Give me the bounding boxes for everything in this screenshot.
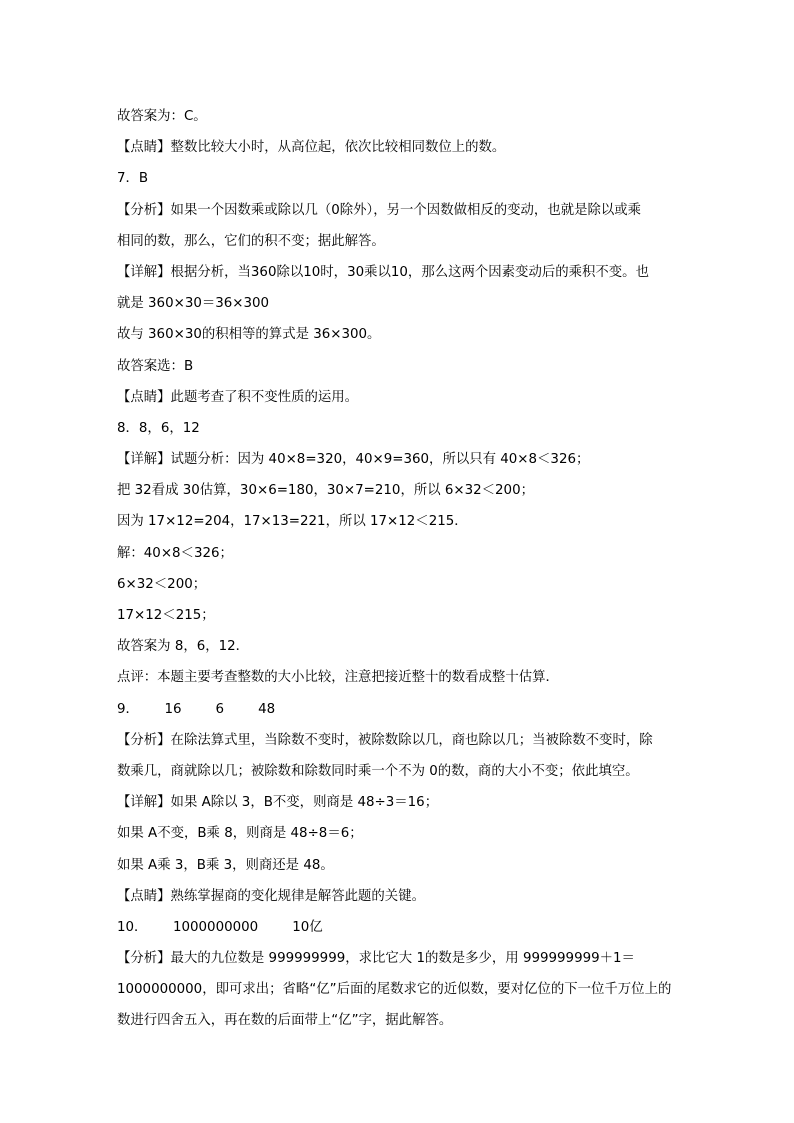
- analysis-line: 相同的数，那么，它们的积不变；据此解答。: [117, 233, 385, 249]
- detail-line: 如果 A乘 3，B乘 3，则商还是 48。: [117, 857, 334, 873]
- remark-line: 【点睛】此题考查了积不变性质的运用。: [117, 389, 359, 405]
- detail-line: 【详解】如果 A除以 3，B不变，则商是 48÷3＝16；: [117, 795, 439, 811]
- comment-line: 点评：本题主要考查整数的大小比较，注意把接近整十的数看成整十估算．: [117, 670, 559, 686]
- solution-line: 解：40×8＜326；: [117, 545, 233, 561]
- answer-line: 故答案为：C。: [117, 109, 207, 124]
- detail-line: 如果 A不变，B乘 8，则商是 48÷8＝6；: [117, 826, 363, 842]
- solution-line: 6×32＜200；: [117, 576, 207, 592]
- detail-line: 故与 360×30的积相等的算式是 36×300。: [117, 327, 381, 343]
- remark-line: 【点睛】熟练掌握商的变化规律是解答此题的关键。: [117, 888, 425, 904]
- analysis-line: 1000000000，即可求出；省略“亿”后面的尾数求它的近似数，要对亿位的下一位千万位上的: [117, 982, 672, 998]
- detail-line: 就是 360×30＝36×300: [117, 296, 270, 312]
- analysis-line: 【分析】在除法算式里，当除数不变时，被除数除以几，商也除以几；当被除数不变时，除: [117, 732, 653, 748]
- analysis-line: 数进行四舍五入，再在数的后面带上“亿”字，据此解答。: [117, 1013, 453, 1029]
- analysis-line: 【分析】最大的九位数是 999999999，求比它大 1的数是多少，用 999999999＋1＝: [117, 951, 635, 967]
- question-9-answer: 9． 16 6 48: [117, 701, 276, 717]
- question-7-answer: 7．B: [117, 171, 149, 187]
- detail-line: 【详解】试题分析：因为 40×8=320，40×9=360，所以只有 40×8＜326；: [117, 452, 590, 468]
- question-10-answer: 10． 1000000000 10亿: [117, 919, 323, 935]
- answer-line: 故答案选：B: [117, 358, 194, 374]
- answer-line: 故答案为 8，6，12．: [117, 639, 250, 655]
- remark-line: 【点睛】整数比较大小时，从高位起，依次比较相同数位上的数。: [117, 140, 506, 156]
- analysis-line: 数乘几，商就除以几；被除数和除数同时乘一个不为 0的数，商的大小不变；依此填空。: [117, 763, 639, 779]
- detail-line: 【详解】根据分析，当360除以10时，30乘以10，那么这两个因素变动后的乘积不变。也: [117, 264, 649, 280]
- answer-text-block: [117, 101, 682, 1037]
- analysis-line: 【分析】如果一个因数乘或除以几（0除外），另一个因数做相反的变动，也就是除以或乘: [117, 202, 642, 218]
- detail-line: 因为 17×12=204，17×13=221，所以 17×12＜215．: [117, 514, 468, 530]
- solution-line: 17×12＜215；: [117, 608, 215, 623]
- question-8-answer: 8．8，6，12: [117, 420, 200, 436]
- detail-line: 把 32看成 30估算，30×6=180，30×7=210，所以 6×32＜200；: [117, 483, 534, 499]
